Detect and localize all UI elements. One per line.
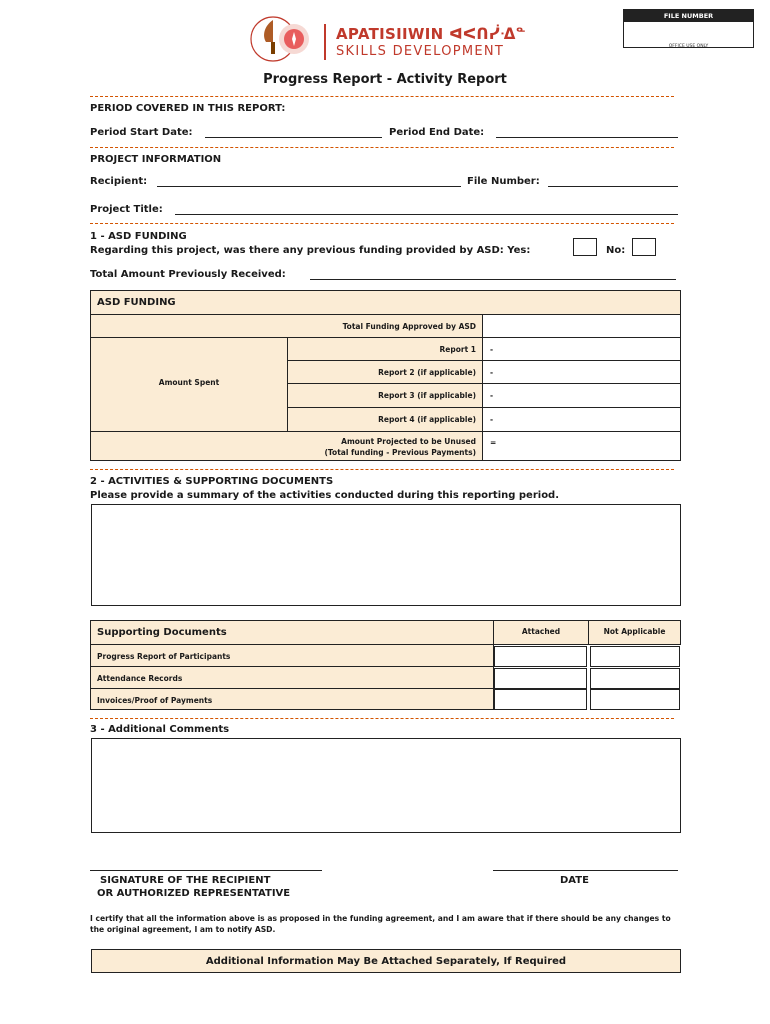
- report-label-cell: [287, 383, 483, 408]
- document-row: [90, 688, 494, 710]
- section3-heading: 3 - Additional Comments: [90, 724, 230, 735]
- attached-header: Attached: [521, 627, 561, 636]
- section-separator: [90, 147, 674, 148]
- document-attached-checkbox[interactable]: [494, 689, 587, 710]
- report-label-cell: [287, 407, 483, 432]
- section-separator: [90, 223, 674, 224]
- document-na-checkbox[interactable]: [590, 646, 680, 667]
- period-start-label: Period Start Date:: [90, 127, 193, 138]
- previous-funding-question: Regarding this project, was there any previous funding provided by ASD: Yes:: [90, 245, 531, 256]
- total-approved-label-cell: [90, 314, 483, 338]
- additional-info-note-box: [91, 949, 681, 973]
- project-info-heading: PROJECT INFORMATION: [90, 154, 222, 165]
- supporting-docs-title: Supporting Documents: [97, 627, 227, 638]
- amount-spent-label-cell: [90, 337, 288, 432]
- projected-unused-sublabel: (Total funding - Previous Payments): [324, 448, 476, 457]
- additional-comments-textarea[interactable]: [91, 738, 681, 833]
- report-label: Report 4 (if applicable): [378, 415, 476, 424]
- activities-summary-textarea[interactable]: [91, 504, 681, 606]
- document-row-label: Attendance Records: [97, 674, 183, 683]
- additional-info-note: Additional Information May Be Attached Separately, If Required: [205, 956, 567, 967]
- logo-divider: [324, 24, 326, 60]
- file-number-box-label: FILE NUMBER: [624, 10, 753, 22]
- document-row: [90, 644, 494, 667]
- asd-funding-table-header: [90, 290, 681, 315]
- certification-statement: I certify that all the information above is as proposed in the funding agreement, and I am aware that if there should be any changes to the original agreement, I am to notify ASD.: [90, 914, 671, 934]
- document-na-checkbox[interactable]: [590, 689, 680, 710]
- report-sign: -: [490, 415, 494, 424]
- period-end-field[interactable]: [496, 128, 678, 138]
- attached-header-cell: [493, 620, 589, 645]
- document-row-label: Invoices/Proof of Payments: [97, 696, 213, 705]
- report-sign: -: [490, 391, 494, 400]
- section-separator: [90, 469, 674, 470]
- projected-unused-value[interactable]: [482, 431, 681, 461]
- recipient-field[interactable]: [157, 177, 461, 187]
- date-signature-line[interactable]: [493, 870, 678, 871]
- period-end-label: Period End Date:: [389, 127, 485, 138]
- project-title-label: Project Title:: [90, 204, 163, 215]
- projected-unused-label: Amount Projected to be Unused: [341, 437, 476, 446]
- asd-funding-table-title: ASD FUNDING: [97, 297, 176, 308]
- report-label-cell: [287, 360, 483, 384]
- report-label: Report 2 (if applicable): [378, 368, 476, 377]
- not-applicable-header: Not Applicable: [603, 627, 666, 636]
- previous-funding-no-label: No:: [606, 245, 626, 256]
- document-attached-checkbox[interactable]: [494, 646, 587, 667]
- section1-heading: 1 - ASD FUNDING: [90, 231, 187, 242]
- report-value[interactable]: [482, 407, 681, 432]
- project-title-field[interactable]: [175, 205, 678, 215]
- report-value[interactable]: [482, 360, 681, 384]
- not-applicable-header-cell: [588, 620, 681, 645]
- projected-unused-label-cell: [90, 431, 483, 461]
- section-separator: [90, 718, 674, 719]
- date-label: DATE: [560, 875, 589, 886]
- file-number-field[interactable]: [548, 177, 678, 187]
- activities-instruction: Please provide a summary of the activities conducted during this reporting period.: [90, 490, 560, 501]
- report-label-cell: [287, 337, 483, 361]
- total-prev-received-field[interactable]: [310, 270, 676, 280]
- office-use-note: OFFICE USE ONLY: [668, 44, 709, 49]
- report-label: Report 3 (if applicable): [378, 391, 476, 400]
- recipient-signature-line[interactable]: [90, 870, 322, 871]
- recipient-signature-sublabel: OR AUTHORIZED REPRESENTATIVE: [97, 888, 291, 899]
- report-value[interactable]: [482, 337, 681, 361]
- document-attached-checkbox[interactable]: [494, 668, 587, 689]
- file-number-label: File Number:: [467, 176, 540, 187]
- period-heading: PERIOD COVERED IN THIS REPORT:: [90, 103, 286, 114]
- total-approved-value[interactable]: [482, 314, 681, 338]
- apatisiiwin-logo-emblem: [250, 12, 320, 66]
- period-start-field[interactable]: [205, 128, 382, 138]
- amount-spent-label: Amount Spent: [158, 378, 220, 387]
- document-row: [90, 666, 494, 689]
- total-approved-label: Total Funding Approved by ASD: [342, 322, 476, 331]
- document-na-checkbox[interactable]: [590, 668, 680, 689]
- previous-funding-no-checkbox[interactable]: [632, 238, 656, 256]
- document-title: Progress Report - Activity Report: [263, 72, 507, 87]
- recipient-signature-label: SIGNATURE OF THE RECIPIENT: [100, 875, 271, 886]
- brand-name: APATISIIWIN ᐊᐸᑎᓰᐎᓐ: [336, 25, 526, 43]
- supporting-docs-header-cell: [90, 620, 494, 645]
- report-sign: -: [490, 345, 494, 354]
- previous-funding-yes-checkbox[interactable]: [573, 238, 597, 256]
- total-prev-received-label: Total Amount Previously Received:: [90, 269, 286, 280]
- projected-unused-sign: =: [490, 438, 497, 447]
- brand-subtitle: SKILLS DEVELOPMENT: [336, 44, 505, 59]
- report-sign: -: [490, 368, 494, 377]
- section2-heading: 2 - ACTIVITIES & SUPPORTING DOCUMENTS: [90, 476, 334, 487]
- report-value[interactable]: [482, 383, 681, 408]
- report-label: Report 1: [439, 345, 476, 354]
- section-separator: [90, 96, 674, 97]
- document-row-label: Progress Report of Participants: [97, 652, 231, 661]
- recipient-label: Recipient:: [90, 176, 148, 187]
- file-number-box: [623, 9, 754, 48]
